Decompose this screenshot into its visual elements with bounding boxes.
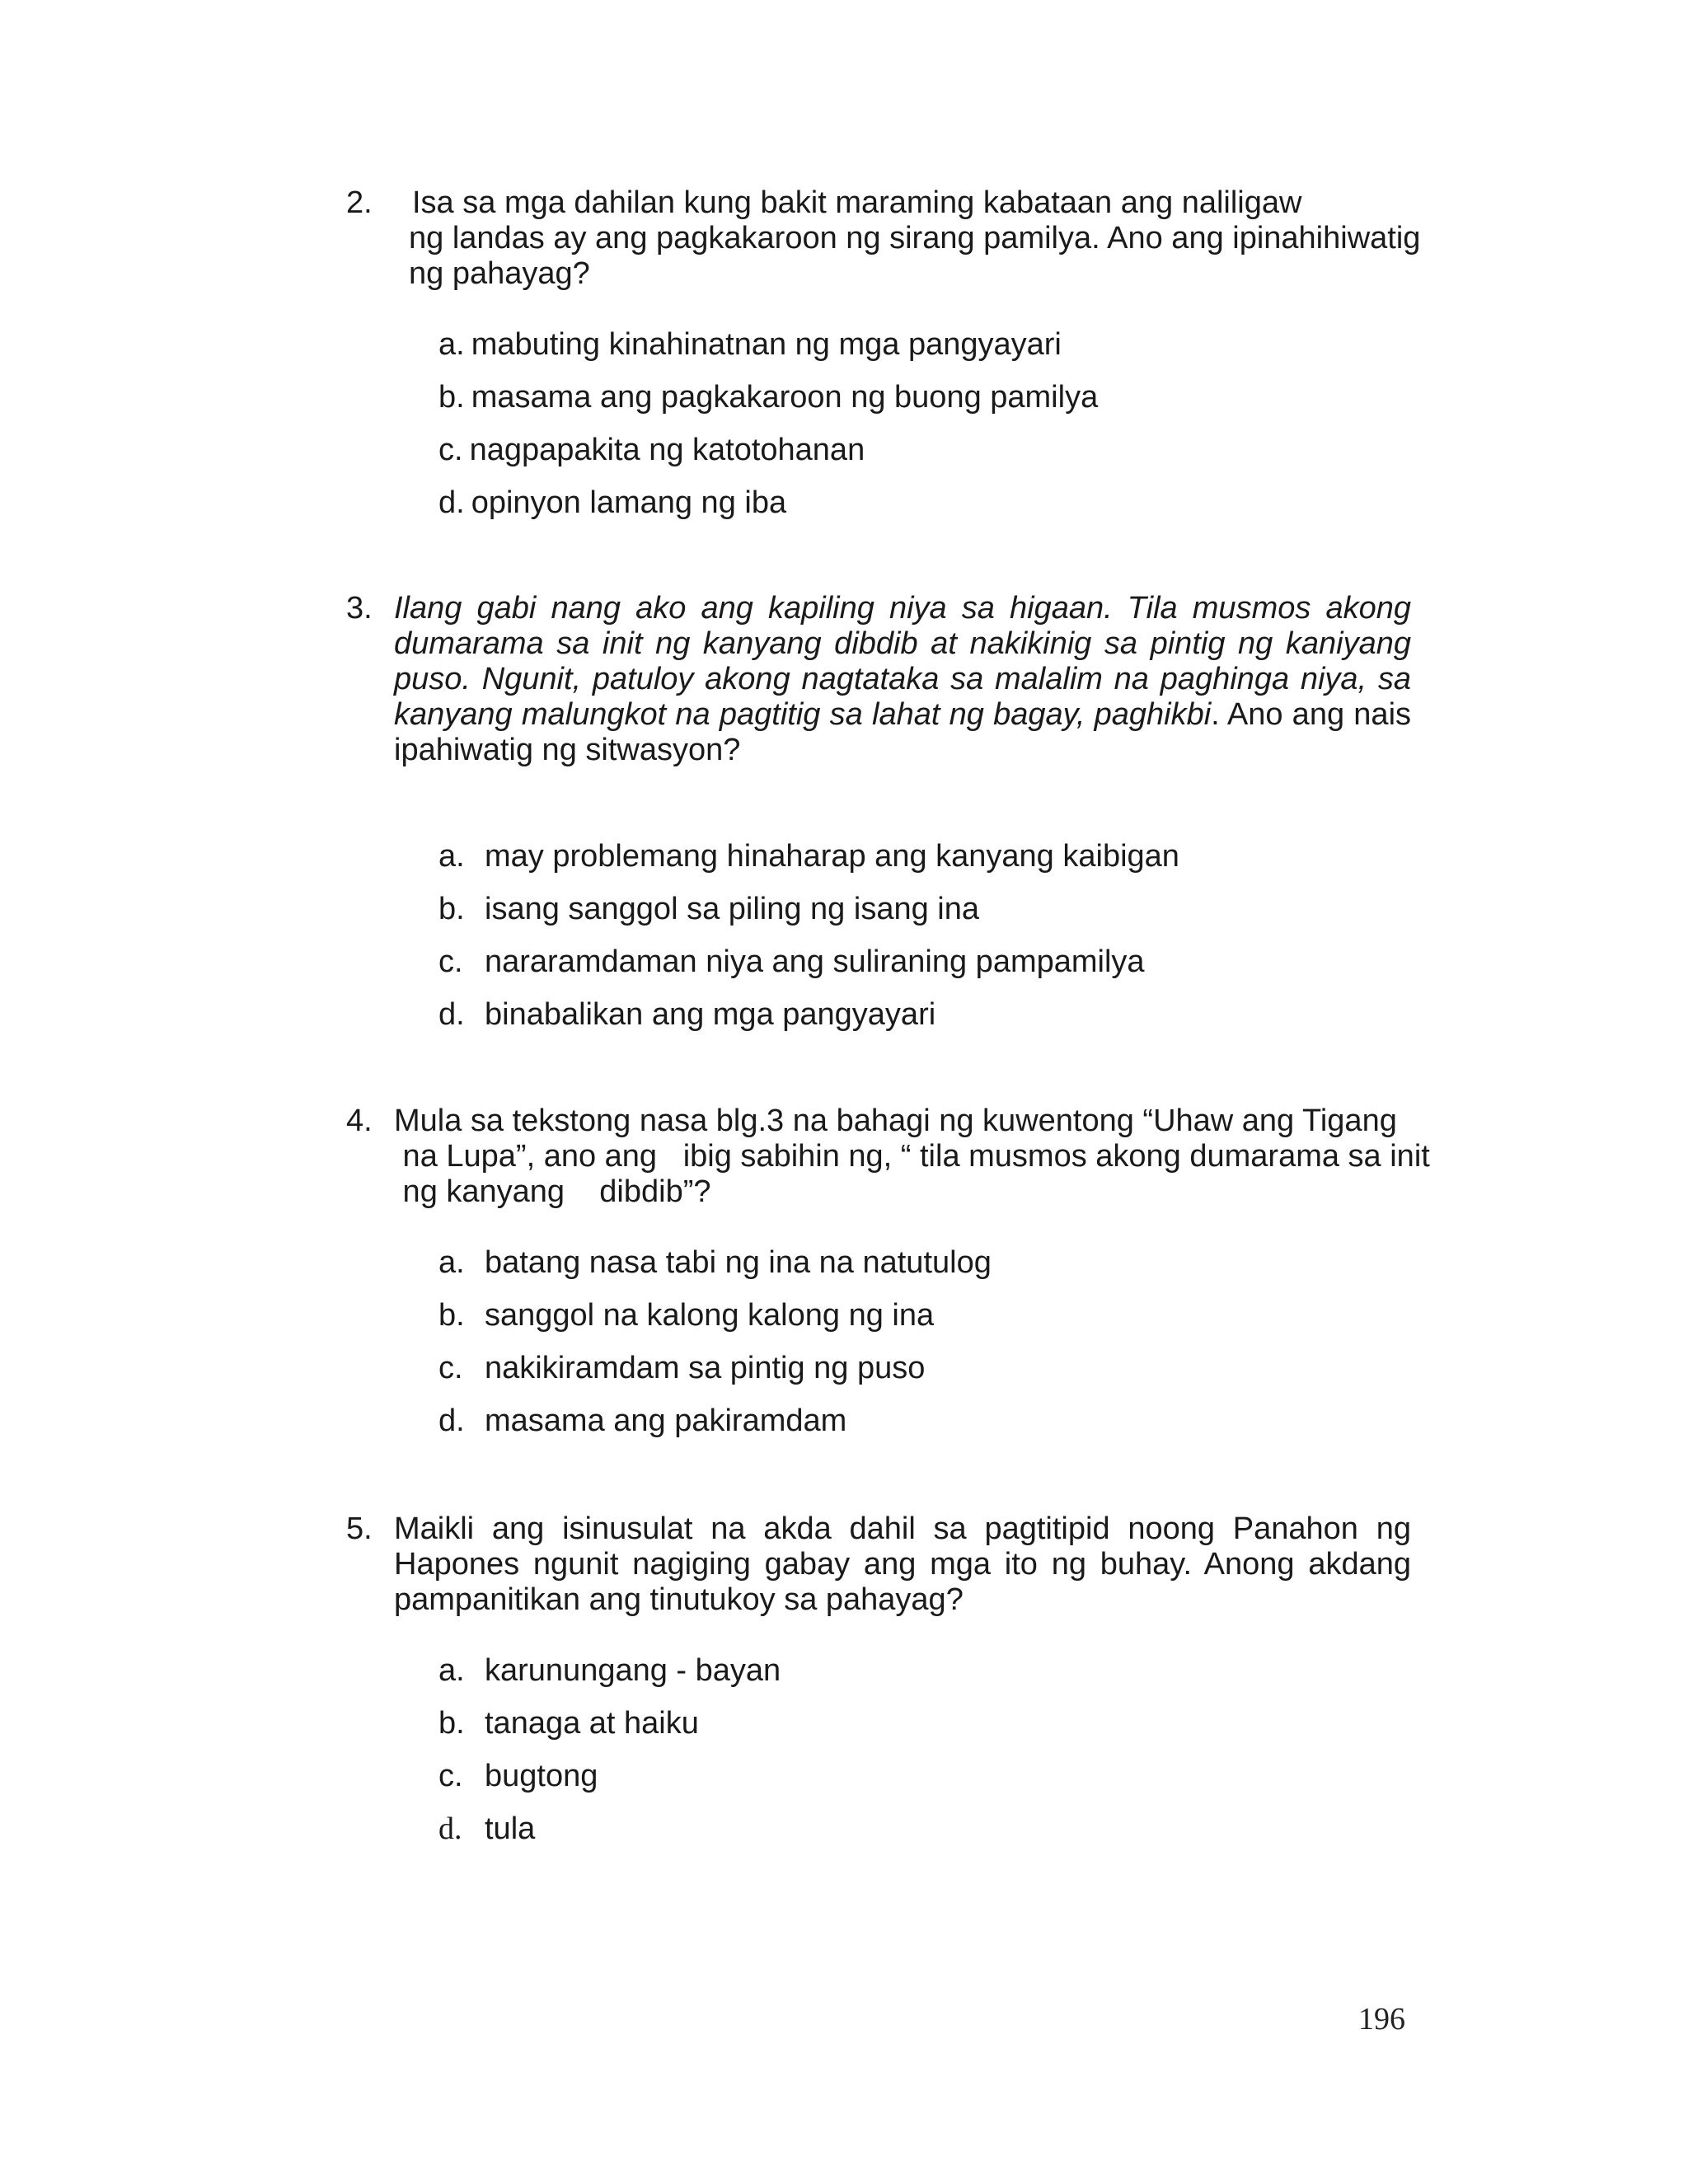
option-letter: c. [438,1759,463,1793]
option-3c [438,944,1145,980]
plain-run: . Ano ang nais [1211,697,1412,732]
option-letter: d. [438,1404,465,1438]
question-line: ipahiwatig ng sitwasyon? [394,733,741,767]
option-5b [438,1706,699,1741]
question-text [394,591,1411,768]
question-text [394,1104,1430,1210]
question-line: dumarama sa init ng kanyang dibdib at nakikinig sa pintig ng kaniyang [394,626,1411,661]
italic-run: kanyang malungkot na pagtitig sa lahat ng bagay, paghikbi [394,697,1212,732]
question-line: Maikli ang isinusulat na akda dahil sa pagtitipid noong Panahon ng [394,1511,1411,1546]
option-2d [438,485,786,521]
option-4c [438,1351,925,1386]
option-2c [438,433,865,468]
question-line: ng landas ay ang pagkakaroon ng sirang pamilya. Ano ang ipinahihiwatig [409,221,1421,255]
option-text: masama ang pagkakaroon ng buong pamilya [471,380,1099,415]
option-4d [438,1404,846,1439]
question-line: puso. Ngunit, patuloy akong nagtataka sa malalim na paghinga niya, sa [394,662,1411,696]
question-number: 4. [346,1104,373,1138]
option-3a [438,839,1179,874]
option-text: tanaga at haiku [485,1706,699,1741]
option-text: may problemang hinaharap ang kanyang kaibigan [485,839,1179,874]
option-letter: b. [438,1706,465,1741]
option-text: mabuting kinahinatnan ng mga pangyayari [471,327,1062,362]
question-line: na Lupa”, ano ang ibig sabihin ng, “ tila musmos akong dumarama sa init [394,1139,1430,1174]
option-letter: d. [438,485,465,520]
option-letter: b. [438,1298,465,1333]
question-line: pampanitikan ang tinutukoy sa pahayag? [394,1582,964,1617]
option-5a [438,1653,781,1689]
option-5c [438,1759,598,1794]
question-text [394,185,1421,292]
option-letter: a. [438,327,465,362]
option-letter: b. [438,380,465,415]
option-letter: a. [438,1653,465,1688]
question-line: ng kanyang dibdib”? [394,1174,711,1209]
option-letter: d. [438,997,465,1032]
option-text: nagpapakita ng katotohanan [469,433,865,467]
option-letter: a. [438,1245,465,1280]
option-4a [438,1245,992,1281]
option-text: isang sanggol sa piling ng isang ina [485,892,979,926]
question-line: Hapones ngunit nagiging gabay ang mga ito ng buhay. Anong akdang [394,1547,1411,1582]
option-letter: b. [438,892,465,926]
option-text: tula [485,1811,536,1846]
option-3d [438,997,935,1033]
question-number: 5. [346,1511,373,1546]
option-text: nakikiramdam sa pintig ng puso [485,1351,926,1385]
question-number: 3. [346,591,373,626]
question-line [394,697,1411,733]
option-4b [438,1298,934,1333]
option-2a [438,327,1062,363]
question-number: 2. [346,185,373,220]
option-5d [438,1811,535,1847]
option-2b [438,380,1098,415]
question-text [394,1511,1411,1618]
option-letter: a. [438,839,465,874]
question-line: Ilang gabi nang ako ang kapiling niya sa higaan. Tila musmos akong [394,591,1411,626]
page-number: 196 [1358,2002,1405,2036]
option-text: karunungang - bayan [485,1653,781,1688]
question-line: ng pahayag? [409,256,590,291]
option-text: binabalikan ang mga pangyayari [485,997,936,1032]
option-letter: c. [438,433,463,467]
question-line: Mula sa tekstong nasa blg.3 na bahagi ng kuwentong “Uhaw ang Tigang [394,1104,1397,1138]
option-3b [438,892,979,927]
option-text: masama ang pakiramdam [485,1404,847,1438]
option-letter: c. [438,1351,463,1385]
option-text: bugtong [485,1759,598,1793]
option-letter: c. [438,944,463,979]
question-line: Isa sa mga dahilan kung bakit maraming kabataan ang naliligaw [412,185,1302,220]
option-text: sanggol na kalong kalong ng ina [485,1298,935,1333]
option-text: nararamdaman niya ang suliraning pampamilya [485,944,1145,979]
option-text: opinyon lamang ng iba [471,485,787,520]
option-text: batang nasa tabi ng ina na natutulog [485,1245,992,1280]
option-letter: d. [438,1811,462,1846]
